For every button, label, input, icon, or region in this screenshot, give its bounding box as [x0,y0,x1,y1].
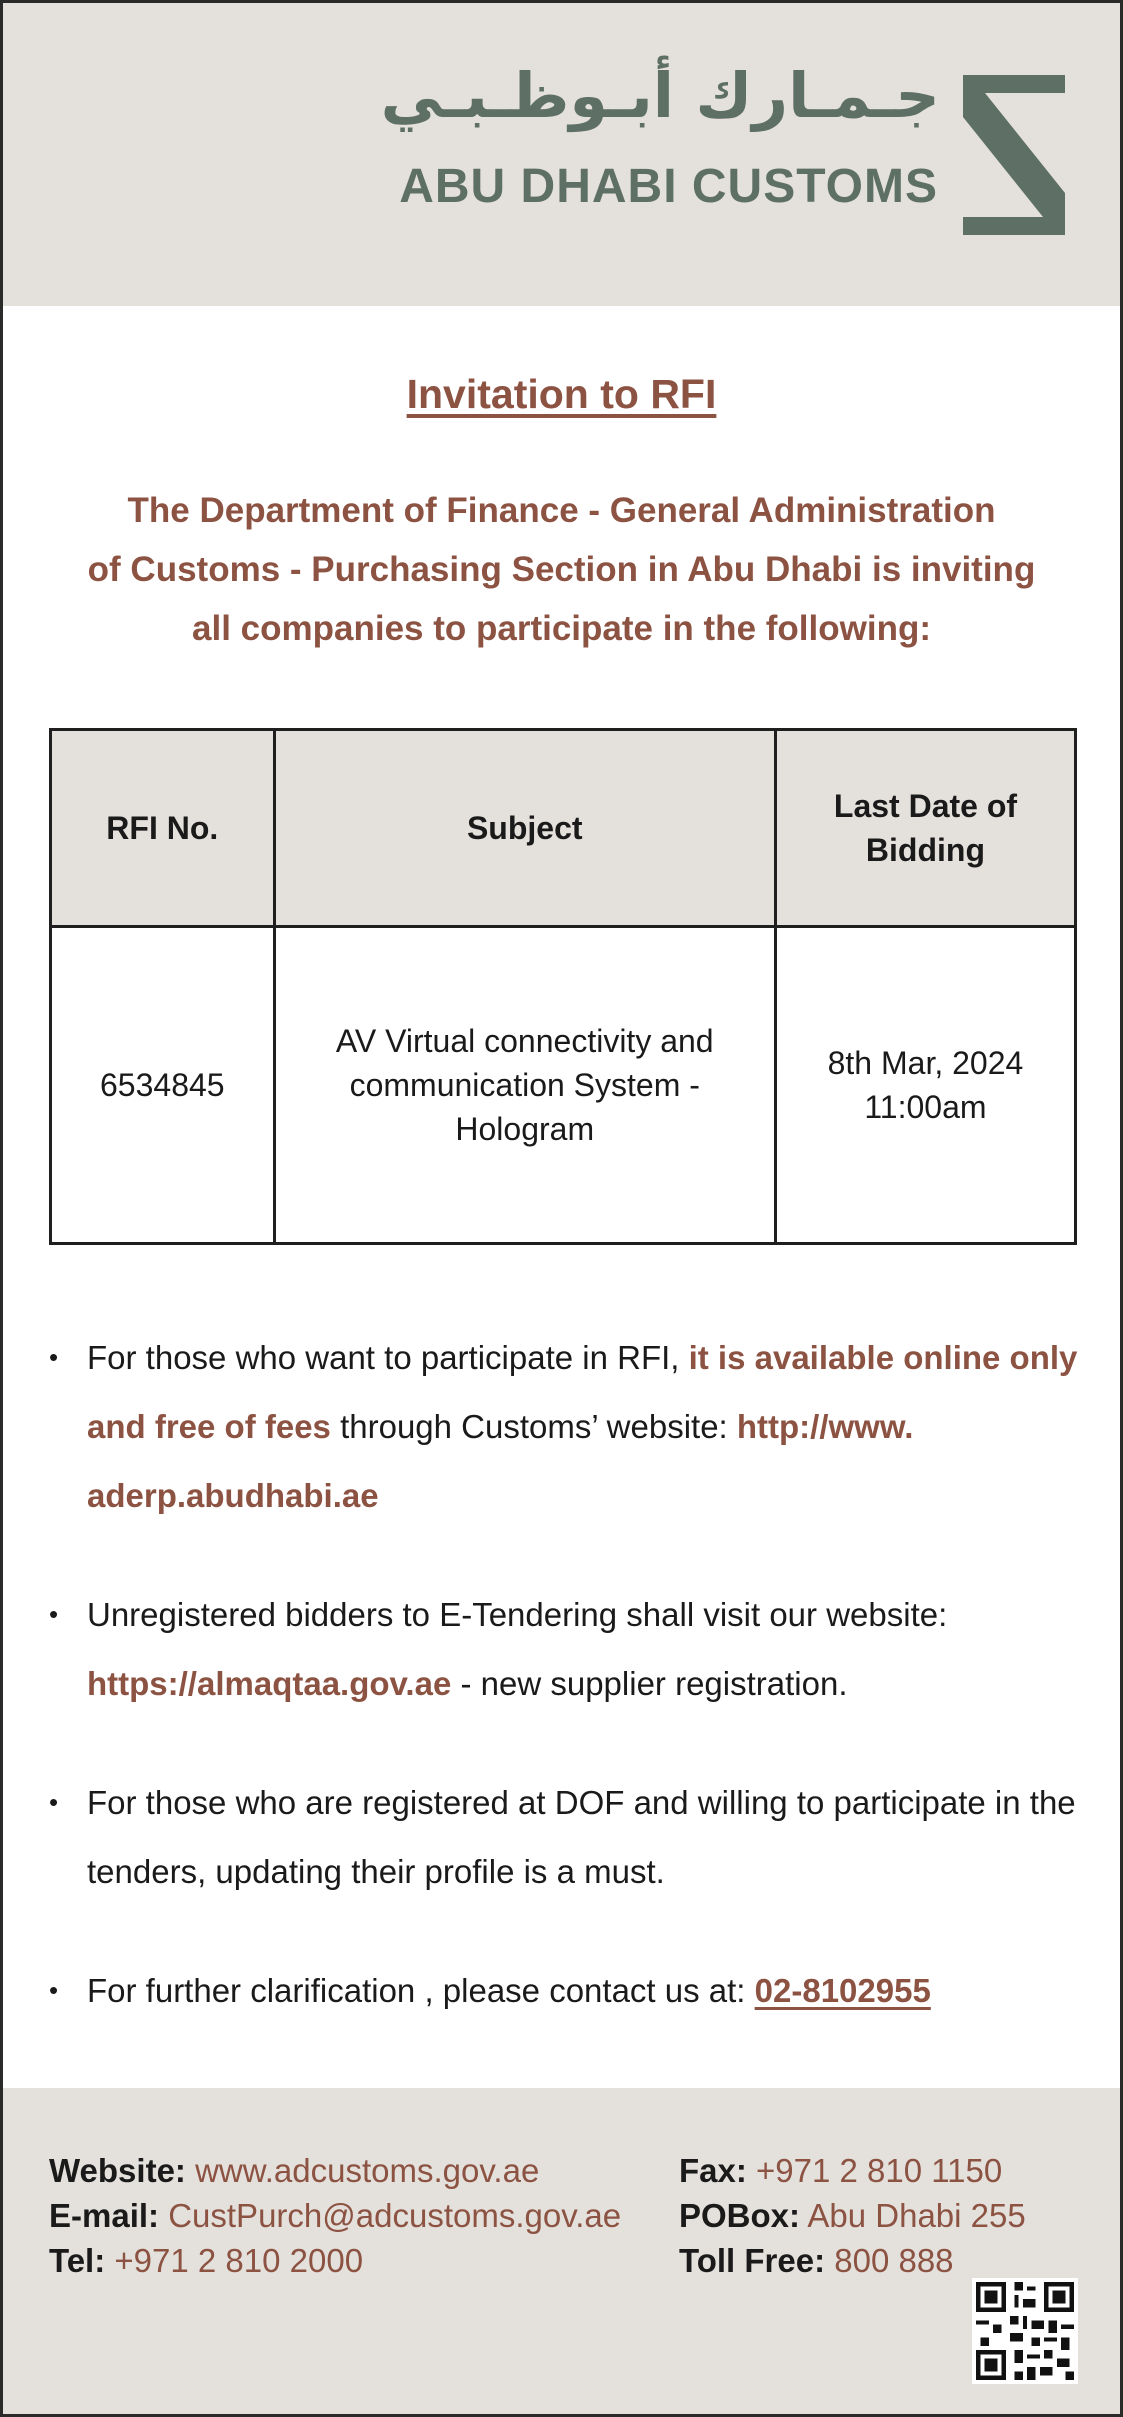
pobox-label: POBox: [679,2197,801,2234]
instructions-list [43,1323,1083,2075]
list-item [43,1580,1083,1718]
website-link[interactable]: www.adcustoms.gov.ae [195,2152,540,2189]
intro-line: The Department of Finance - General Administration [127,491,996,530]
bullet-text: For those who want to participate in RFI, [87,1339,689,1376]
email-label: E-mail: [49,2197,160,2234]
email-link[interactable]: CustPurch@adcustoms.gov.ae [168,2197,622,2234]
header-last-date-line: Bidding [865,832,985,868]
almaqtaa-link[interactable]: https://almaqtaa.gov.ae [87,1665,452,1702]
header-last-date [775,730,1075,927]
footer-left-column [49,2148,621,2283]
table-header-row [51,730,1076,927]
bullet-text: For those who are registered at DOF and willing to participate in the tenders, updating their profile is a must. [87,1784,1076,1890]
intro-line: of Customs - Purchasing Section in Abu Dhabi is inviting [87,550,1036,589]
subject-line: Hologram [455,1111,595,1147]
tollfree-label: Toll Free: [679,2242,826,2279]
list-item [43,1323,1083,1530]
header-rfi-no: RFI No. [51,730,275,927]
time-line: 11:00am [864,1089,987,1125]
highlight-text: it is available online only and free of fees [87,1339,1078,1445]
header-banner [3,3,1120,306]
header-last-date-line: Last Date of [833,788,1018,824]
footer-fax [679,2148,1026,2193]
subject-line: AV Virtual connectivity and [335,1023,714,1059]
date-line: 8th Mar, 2024 [827,1045,1024,1081]
fax-label: Fax: [679,2152,747,2189]
footer-pobox [679,2193,1026,2238]
list-item [43,1768,1083,1906]
bullet-text: Unregistered bidders to E-Tendering shall visit our website: [87,1596,948,1633]
aderp-link[interactable]: http://www. aderp.abudhabi.ae [87,1408,914,1514]
subject-line: communication System - [349,1067,700,1103]
bullet-text: through Customs’ website: [330,1408,737,1445]
qr-code-icon[interactable] [972,2278,1078,2384]
header-subject: Subject [274,730,775,927]
footer-contact [3,2088,1120,2414]
cell-rfi-no: 6534845 [51,927,275,1244]
cell-last-date [775,927,1075,1244]
footer-email [49,2193,621,2238]
website-label: Website: [49,2152,186,2189]
footer-website [49,2148,621,2193]
footer-right-column [679,2148,1026,2283]
table-row [51,927,1076,1244]
tollfree-value: 800 888 [834,2242,954,2279]
cell-subject [274,927,775,1244]
customs-logo-icon [963,75,1065,235]
intro-text [43,481,1080,658]
footer-tollfree [679,2238,1026,2283]
contact-phone-link[interactable]: 02-8102955 [754,1972,931,2009]
list-item [43,1956,1083,2025]
bullet-text: - new supplier registration. [451,1665,848,1702]
logo-english-text: ABU DHABI CUSTOMS [399,160,938,213]
tel-label: Tel: [49,2242,106,2279]
bullet-text: For further clarification , please contact us at: [87,1972,755,2009]
logo-arabic-text: جـمـارك أبـوظـبـي [380,59,940,132]
page-title: Invitation to RFI [406,371,717,417]
rfi-table [49,728,1077,1245]
footer-tel [49,2238,621,2283]
intro-line: all companies to participate in the following: [192,609,931,648]
pobox-value: Abu Dhabi 255 [807,2197,1026,2234]
fax-value: +971 2 810 1150 [756,2152,1003,2189]
tel-value: +971 2 810 2000 [114,2242,364,2279]
